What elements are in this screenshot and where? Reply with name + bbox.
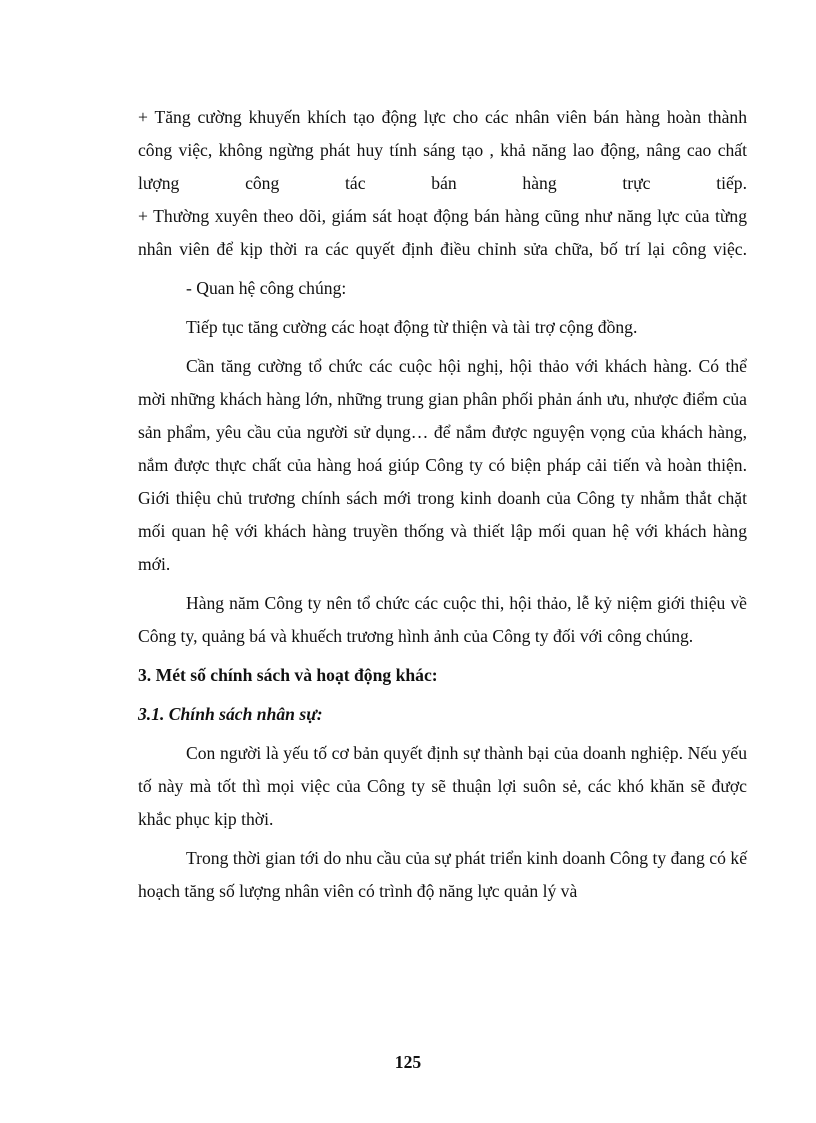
- paragraph-pr-conferences: Cần tăng cường tổ chức các cuộc hội nghị, hội thảo với khách hàng. Có thể mời những khách hàng lớn, những trung gian phân phối phản ánh ưu, nhược điểm của sản phẩm, yêu cầu của người sử dụng… để nắm được nguyện vọng của khách hàng, nắm được thực chất của hàng hoá giúp Công ty có biện pháp cải tiến và hoàn thiện. Giới thiệu chủ trương chính sách mới trong kinh doanh của Công ty nhằm thắt chặt mối quan hệ với khách hàng truyền thống và thiết lập mối quan hệ với khách hàng mới.: [138, 356, 747, 574]
- page-number: 125: [394, 1052, 422, 1072]
- section-heading-3-1: 3.1. Chính sách nhân sự:: [138, 704, 323, 724]
- paragraph-pr-events: Hàng năm Công ty nên tổ chức các cuộc thi, hội thảo, lễ kỷ niệm giới thiệu về Công ty, quảng bá và khuếch trương hình ảnh của Công ty đối với công chúng.: [138, 593, 747, 646]
- paragraph-pr-heading: - Quan hệ công chúng:: [186, 278, 347, 298]
- paragraph-hr-people: Con người là yếu tố cơ bản quyết định sự thành bại của doanh nghiệp. Nếu yếu tố này mà tốt thì mọi việc của Công ty sẽ thuận lợi suôn sẻ, các khó khăn sẽ được khắc phục kịp thời.: [138, 743, 747, 829]
- paragraph-bullet-1: + Tăng cường khuyến khích tạo động lực cho các nhân viên bán hàng hoàn thành công việc, không ngừng phát huy tính sáng tạo , khả năng lao động, nâng cao chất lượng công tác bán hàng trực tiếp.: [138, 107, 747, 193]
- section-heading-3: 3. Mét số chính sách và hoạt động khác:: [138, 665, 438, 685]
- paragraph-bullet-2: + Thường xuyên theo dõi, giám sát hoạt động bán hàng cũng như năng lực của từng nhân viên để kịp thời ra các quyết định điều chỉnh sửa chữa, bố trí lại công việc.: [138, 206, 747, 259]
- document-body: [138, 101, 747, 908]
- paragraph-hr-plan: Trong thời gian tới do nhu cầu của sự phát triển kinh doanh Công ty đang có kế hoạch tăng số lượng nhân viên có trình độ năng lực quản lý và: [138, 848, 747, 901]
- paragraph-pr-charity: Tiếp tục tăng cường các hoạt động từ thiện và tài trợ cộng đồng.: [186, 317, 638, 337]
